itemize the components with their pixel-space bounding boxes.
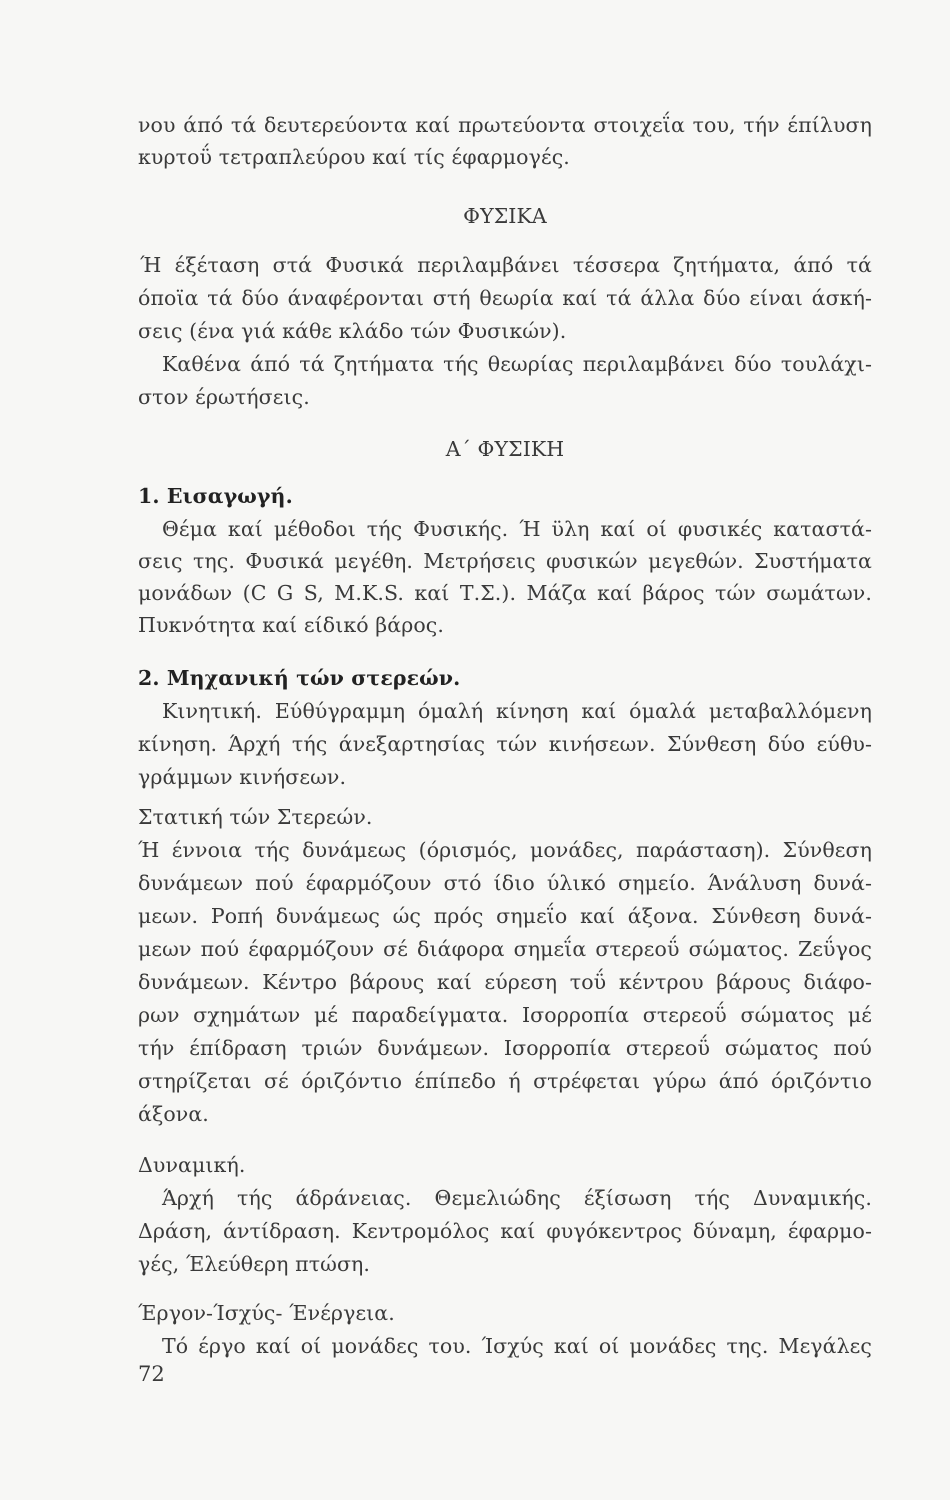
text-line: τήν έπίδραση τριών δυνάμεων. Ισορροπία στερεοΰ σώματος πού — [138, 1036, 872, 1060]
text-line: κυρτοΰ τετραπλεύρου καί τίς έφαρμογές. — [138, 145, 570, 169]
text-line: ρων σχημάτων μέ παραδείγματα. Ισορροπία στερεοΰ σώματος μέ — [138, 1003, 872, 1027]
section-heading: ΦΥΣΙΚΑ — [463, 204, 547, 228]
text-line: Πυκνότητα καί είδικό βάρος. — [138, 613, 444, 637]
text-line: μονάδων (C G S, M.K.S. καί Τ.Σ.). Μάζα καί βάρος τών σωμάτων. — [138, 581, 872, 605]
text-line: μεων. Ροπή δυνάμεως ώς πρός σημεΐο καί άξονα. Σύνθεση δυνά- — [138, 904, 872, 928]
text-line: γράμμων κινήσεων. — [138, 765, 347, 789]
subsection-heading: 2. Μηχανική τών στερεών. — [138, 666, 461, 690]
text-line: Καθένα άπό τά ζητήματα τής θεωρίας περιλαμβάνει δύο τουλάχι- — [162, 352, 872, 376]
text-line: δυνάμεων πού έφαρμόζουν στό ίδιο ύλικό σημείο. Άνάλυση δυνά- — [138, 871, 872, 895]
text-line: Θέμα καί μέθοδοι τής Φυσικής. Ή ϋλη καί οί φυσικές καταστά- — [162, 517, 872, 541]
text-line: Άρχή τής άδράνειας. Θεμελιώδης έξίσωση τής Δυναμικής. — [162, 1186, 872, 1210]
text-line: άξονα. — [138, 1102, 209, 1126]
page-number: 72 — [138, 1362, 165, 1386]
text-line: γές, Έλεύθερη πτώση. — [138, 1252, 371, 1276]
subheading: Έργον-Ίσχύς- Ένέργεια. — [138, 1301, 395, 1325]
text-line: στον έρωτήσεις. — [138, 385, 310, 409]
text-line: στηρίζεται σέ όριζόντιο έπίπεδο ή στρέφεται γύρω άπό όριζόντιο — [138, 1069, 872, 1093]
section-heading: Α΄ ΦΥΣΙΚΗ — [445, 437, 565, 461]
text-line: σεις της. Φυσικά μεγέθη. Μετρήσεις φυσικών μεγεθών. Συστήματα — [138, 549, 872, 573]
text-line: σεις (ένα γιά κάθε κλάδο τών Φυσικών). — [138, 319, 567, 343]
text-line: Κινητική. Εύθύγραμμη όμαλή κίνηση καί όμαλά μεταβαλλόμενη — [162, 699, 872, 723]
text-line: νου άπό τά δευτερεύοντα καί πρωτεύοντα στοιχεΐα του, τήν έπίλυση — [138, 113, 872, 137]
subheading: Στατική τών Στερεών. — [138, 805, 373, 829]
text-line: μεων πού έφαρμόζουν σέ διάφορα σημεΐα στερεοΰ σώματος. Ζεΰγος — [138, 937, 872, 961]
text-line: Δράση, άντίδραση. Κεντρομόλος καί φυγόκεντρος δύναμη, έφαρμο- — [138, 1219, 872, 1243]
text-line: δυνάμεων. Κέντρο βάρους καί εύρεση τοΰ κέντρου βάρους διάφο- — [138, 970, 872, 994]
text-line: Ή έννοια τής δυνάμεως (όρισμός, μονάδες, παράσταση). Σύνθεση — [138, 838, 872, 862]
subsection-heading: 1. Εισαγωγή. — [138, 484, 293, 508]
subheading: Δυναμική. — [138, 1153, 246, 1177]
text-line: Ή έξέταση στά Φυσικά περιλαμβάνει τέσσερα ζητήματα, άπό τά — [140, 253, 872, 277]
text-line: κίνηση. Άρχή τής άνεξαρτησίας τών κινήσεων. Σύνθεση δύο εύθυ- — [138, 732, 872, 756]
text-line: Τό έργο καί οί μονάδες του. Ίσχύς καί οί μονάδες της. Μεγάλες — [162, 1334, 872, 1358]
text-line: όποϊα τά δύο άναφέρονται στή θεωρία καί τά άλλα δύο είναι άσκή- — [138, 286, 872, 310]
